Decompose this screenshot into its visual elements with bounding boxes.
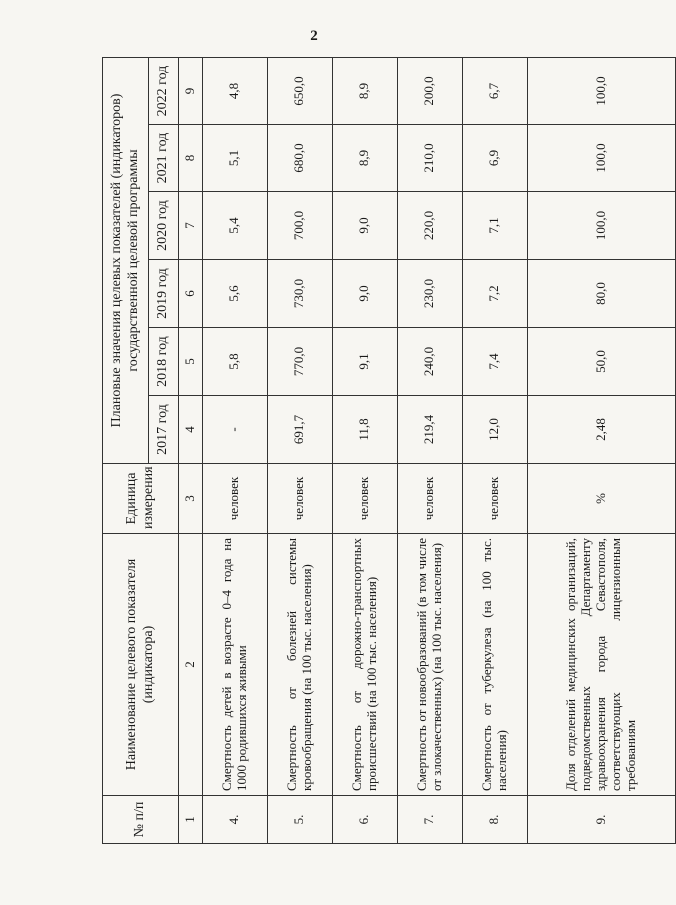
row-value: 700,0 <box>267 192 332 260</box>
row-value: 7,4 <box>462 328 527 396</box>
row-value: 240,0 <box>397 328 462 396</box>
row-value: - <box>203 396 268 464</box>
row-value: 6,7 <box>462 58 527 125</box>
row-value: 6,9 <box>462 125 527 192</box>
row-unit: человек <box>462 464 527 534</box>
row-value: 50,0 <box>527 328 675 396</box>
table-row <box>527 58 675 844</box>
row-value: 5,6 <box>203 260 268 328</box>
table-row <box>397 58 462 844</box>
header-year: 2019 год <box>149 260 179 328</box>
row-value: 219,4 <box>397 396 462 464</box>
row-value: 8,9 <box>332 125 397 192</box>
index-cell: 8 <box>179 125 203 192</box>
row-value: 5,4 <box>203 192 268 260</box>
row-name: Смертность от дорожно-транспортных происшествий (на 100 тыс. населения) <box>332 534 397 796</box>
row-value: 5,1 <box>203 125 268 192</box>
row-value: 100,0 <box>527 125 675 192</box>
header-name: Наименование целевого показателя (индикатора) <box>103 534 179 796</box>
row-value: 80,0 <box>527 260 675 328</box>
row-unit: человек <box>203 464 268 534</box>
row-name: Смертность детей в возрасте 0–4 года на 1000 родившихся живыми <box>203 534 268 796</box>
row-value: 11,8 <box>332 396 397 464</box>
header-plan: Плановые значения целевых показателей (индикаторов) государственной целевой программы <box>103 58 149 464</box>
index-cell: 9 <box>179 58 203 125</box>
row-num: 8. <box>462 796 527 844</box>
row-value: 12,0 <box>462 396 527 464</box>
row-value: 100,0 <box>527 58 675 125</box>
row-value: 220,0 <box>397 192 462 260</box>
table-row <box>267 58 332 844</box>
page-number: 2 <box>310 28 318 44</box>
row-value: 7,2 <box>462 260 527 328</box>
row-num: 6. <box>332 796 397 844</box>
row-unit: % <box>527 464 675 534</box>
table-row <box>332 58 397 844</box>
header-year: 2018 год <box>149 328 179 396</box>
table-row <box>462 58 527 844</box>
index-cell: 2 <box>179 534 203 796</box>
row-value: 650,0 <box>267 58 332 125</box>
row-value: 210,0 <box>397 125 462 192</box>
index-cell: 1 <box>179 796 203 844</box>
row-name: Смертность от новообразований (в том числе от злокачественных) (на 100 тыс. населения) <box>397 534 462 796</box>
row-value: 100,0 <box>527 192 675 260</box>
header-year: 2021 год <box>149 125 179 192</box>
row-name: Смертность от туберкулеза (на 100 тыс. населения) <box>462 534 527 796</box>
row-value: 2,48 <box>527 396 675 464</box>
row-value: 9,1 <box>332 328 397 396</box>
row-name: Доля отделений медицинских организаций, подведомственных Департаменту здравоохранения города Севастополя, соответствующих лицензионным требованиям <box>527 534 675 796</box>
header-unit: Единица измерения <box>103 464 179 534</box>
table-row <box>203 58 268 844</box>
header-year: 2022 год <box>149 58 179 125</box>
header-year: 2020 год <box>149 192 179 260</box>
index-cell: 3 <box>179 464 203 534</box>
row-value: 4,8 <box>203 58 268 125</box>
index-cell: 5 <box>179 328 203 396</box>
indicators-table <box>102 57 676 844</box>
row-value: 230,0 <box>397 260 462 328</box>
row-name: Смертность от болезней системы кровообращения (на 100 тыс. населения) <box>267 534 332 796</box>
row-value: 691,7 <box>267 396 332 464</box>
row-unit: человек <box>397 464 462 534</box>
row-num: 4. <box>203 796 268 844</box>
row-value: 5,8 <box>203 328 268 396</box>
row-unit: человек <box>267 464 332 534</box>
row-value: 770,0 <box>267 328 332 396</box>
header-year: 2017 год <box>149 396 179 464</box>
rotated-table-container <box>102 58 676 844</box>
row-value: 7,1 <box>462 192 527 260</box>
row-unit: человек <box>332 464 397 534</box>
row-value: 680,0 <box>267 125 332 192</box>
index-cell: 4 <box>179 396 203 464</box>
row-value: 200,0 <box>397 58 462 125</box>
index-cell: 7 <box>179 192 203 260</box>
row-num: 9. <box>527 796 675 844</box>
header-num: № п/п <box>103 796 179 844</box>
row-value: 730,0 <box>267 260 332 328</box>
row-value: 9,0 <box>332 260 397 328</box>
index-cell: 6 <box>179 260 203 328</box>
row-value: 8,9 <box>332 58 397 125</box>
row-num: 5. <box>267 796 332 844</box>
index-row <box>179 58 203 844</box>
row-num: 7. <box>397 796 462 844</box>
row-value: 9,0 <box>332 192 397 260</box>
